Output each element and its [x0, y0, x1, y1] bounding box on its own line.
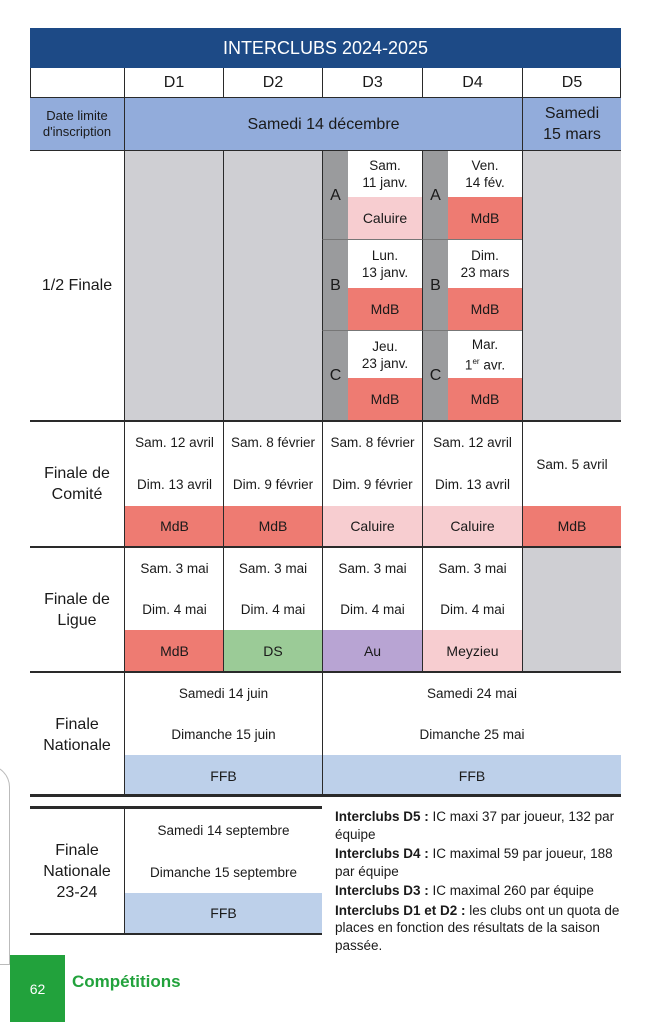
committee-d4-sat: Sam. 12 avril: [433, 434, 512, 450]
committee-d2: [223, 420, 322, 546]
national-d1-d2-sun: Dimanche 15 juin: [171, 727, 276, 742]
note-d5-text: IC maxi 37 par joueur, 132 par équipe: [335, 809, 615, 842]
deadline-d1-d4: Samedi 14 décembre: [124, 97, 522, 150]
league-d1-sat: Sam. 3 mai: [140, 560, 209, 576]
committee-d3-sat: Sam. 8 février: [330, 434, 415, 450]
committee-d3: [322, 420, 422, 546]
page-edge-curve: [0, 765, 10, 965]
d4-b-day: Dim.: [471, 248, 499, 263]
league-d3-sat: Sam. 3 mai: [338, 560, 407, 576]
league-d1-sun: Dim. 4 mai: [142, 601, 207, 617]
note-d4-text: IC maximal 59 par joueur, 188 par équipe: [335, 846, 613, 879]
league-d3: [322, 546, 422, 671]
d4-a-day: Ven.: [471, 158, 499, 173]
national-d1-d2-venue: FFB: [125, 755, 322, 796]
note-d4-label: Interclubs D4 :: [335, 846, 429, 861]
national-d3-d4: [322, 671, 621, 797]
d3-group-c-venue: MdB: [348, 378, 422, 420]
committee-d2-sat: Sam. 8 février: [230, 434, 316, 450]
national-label-line1: Finale: [55, 716, 99, 733]
d4-group-a-venue: MdB: [448, 197, 522, 239]
committee-d5-date: Sam. 5 avril: [536, 456, 608, 472]
semifinal-d1-empty: [124, 150, 223, 420]
committee-d1: [124, 420, 223, 546]
league-d2-sat: Sam. 3 mai: [238, 560, 308, 576]
national-2324-label: [30, 809, 124, 933]
deadline-d5: [522, 97, 621, 150]
national-final-label: [30, 671, 124, 797]
league-d1: [124, 546, 223, 671]
league-d2-venue: DS: [224, 630, 322, 671]
d4-group-a: A: [422, 150, 448, 239]
national-2324-line1: Finale: [55, 841, 99, 859]
deadline-d5-line2: 15 mars: [543, 126, 601, 143]
committee-d3-sun: Dim. 9 février: [332, 476, 413, 492]
d4-c-date: [465, 353, 505, 374]
d4-group-b: B: [422, 239, 448, 330]
committee-d4-sun: Dim. 13 avril: [434, 476, 510, 492]
d4-group-a-date: [448, 150, 522, 197]
national-d3-d4-venue: FFB: [323, 755, 621, 796]
committee-d4: [422, 420, 522, 546]
note-d1-d2-text: les clubs ont un quota de places en fonction des résultats de la saison passée.: [335, 902, 620, 953]
league-final-label: [30, 546, 124, 671]
league-d3-sun: Dim. 4 mai: [340, 601, 405, 617]
national-d1-d2: [124, 671, 322, 797]
d3-group-c-date: [348, 330, 422, 378]
d4-group-b-date: [448, 239, 522, 288]
table-title: INTERCLUBS 2024-2025: [30, 28, 621, 68]
league-d2: [223, 546, 322, 671]
d4-group-c-date: [448, 330, 522, 378]
d4-c-date-rest: avr.: [479, 357, 506, 373]
d4-c-date-num: 1: [464, 357, 473, 373]
deadline-d5-line1: Samedi: [544, 105, 600, 122]
national-2324-sat: Samedi 14 septembre: [157, 822, 290, 838]
d4-group-c-venue: MdB: [448, 378, 522, 420]
league-d4-venue: Meyzieu: [423, 630, 522, 671]
header-d1: D1: [124, 68, 223, 97]
d4-b-date: 23 mars: [460, 265, 510, 280]
d4-group-c: C: [422, 330, 448, 420]
committee-d2-sun: Dim. 9 février: [232, 476, 314, 492]
national-d3-d4-sun: Dimanche 25 mai: [419, 727, 525, 742]
deadline-label-line1: Date limite: [46, 108, 108, 123]
d3-group-b-venue: MdB: [348, 288, 422, 330]
league-label-line1: Finale de: [44, 590, 110, 608]
d4-c-date-sup: er: [472, 356, 480, 366]
national-label-line2: Nationale: [43, 737, 111, 754]
national-d3-d4-sat: Samedi 24 mai: [426, 686, 518, 701]
semifinal-label: 1/2 Finale: [30, 150, 124, 420]
d3-group-a-date: [348, 150, 422, 197]
semifinal-d5-empty: [522, 150, 621, 420]
header-d4: D4: [422, 68, 522, 97]
national-d1-d2-sat: Samedi 14 juin: [178, 686, 269, 701]
national-2324-line3: 23-24: [56, 883, 98, 901]
league-d5-empty: [522, 546, 621, 671]
page-number-box: [10, 955, 65, 1022]
committee-label-line1: Finale de: [44, 465, 110, 482]
note-d1-d2-label: Interclubs D1 et D2 :: [335, 902, 466, 918]
committee-d2-venue: MdB: [224, 506, 322, 546]
d3-b-day: Lun.: [371, 248, 399, 263]
national-2324-bottom-border: [30, 933, 322, 935]
committee-d5: [522, 420, 621, 546]
header-d5: D5: [522, 68, 621, 97]
d4-c-day: Mar.: [471, 336, 499, 352]
footer-section: Compétitions: [72, 972, 181, 991]
committee-d1-sun: Dim. 13 avril: [136, 476, 212, 492]
league-d3-venue: Au: [323, 630, 422, 671]
notes-block: [335, 808, 625, 954]
header-d3: D3: [322, 68, 422, 97]
note-d1-d2: [335, 902, 625, 955]
d3-b-date: 13 janv.: [361, 265, 409, 280]
national-2324-dates: [124, 809, 322, 933]
league-d4: [422, 546, 522, 671]
page-number: 62: [29, 980, 46, 997]
d3-group-b: B: [322, 239, 348, 330]
committee-d3-venue: Caluire: [323, 506, 422, 546]
header-d2: D2: [223, 68, 322, 97]
committee-label-line2: Comité: [51, 486, 103, 503]
note-d4: [335, 845, 625, 880]
league-d1-venue: MdB: [125, 630, 224, 671]
d3-group-a-venue: Caluire: [348, 197, 422, 239]
committee-d1-sat: Sam. 12 avril: [135, 434, 214, 450]
committee-d4-venue: Caluire: [423, 506, 522, 546]
d4-group-b-venue: MdB: [448, 288, 522, 330]
league-d4-sun: Dim. 4 mai: [440, 601, 505, 617]
note-d5: [335, 808, 625, 843]
national-2324-line2: Nationale: [43, 862, 111, 880]
committee-d1-venue: MdB: [125, 506, 224, 546]
national-2324-sun: Dimanche 15 septembre: [149, 864, 298, 880]
d3-a-day: Sam.: [369, 158, 401, 173]
league-label-line2: Ligue: [57, 611, 97, 629]
note-d3-text: IC maximal 260 par équipe: [428, 883, 594, 898]
national-2324-venue: FFB: [125, 893, 322, 933]
deadline-label: [30, 97, 124, 150]
league-d4-sat: Sam. 3 mai: [438, 560, 507, 576]
league-d2-sun: Dim. 4 mai: [240, 601, 306, 617]
d3-c-date: 23 janv.: [361, 355, 409, 371]
committee-d5-venue: MdB: [523, 506, 621, 546]
note-d3-label: Interclubs D3 :: [335, 883, 429, 898]
semifinal-d2-empty: [223, 150, 322, 420]
d3-group-a: A: [322, 150, 348, 239]
deadline-label-line2: d'inscription: [42, 124, 112, 139]
d3-group-c: C: [322, 330, 348, 420]
table-bottom-border: [30, 794, 621, 797]
d3-c-day: Jeu.: [372, 338, 398, 354]
d3-group-b-date: [348, 239, 422, 288]
note-d5-label: Interclubs D5 :: [335, 809, 429, 824]
committee-final-label: [30, 420, 124, 546]
d4-a-date: 14 fév.: [465, 175, 505, 190]
note-d3: [335, 882, 625, 900]
d3-a-date: 11 janv.: [362, 175, 408, 190]
